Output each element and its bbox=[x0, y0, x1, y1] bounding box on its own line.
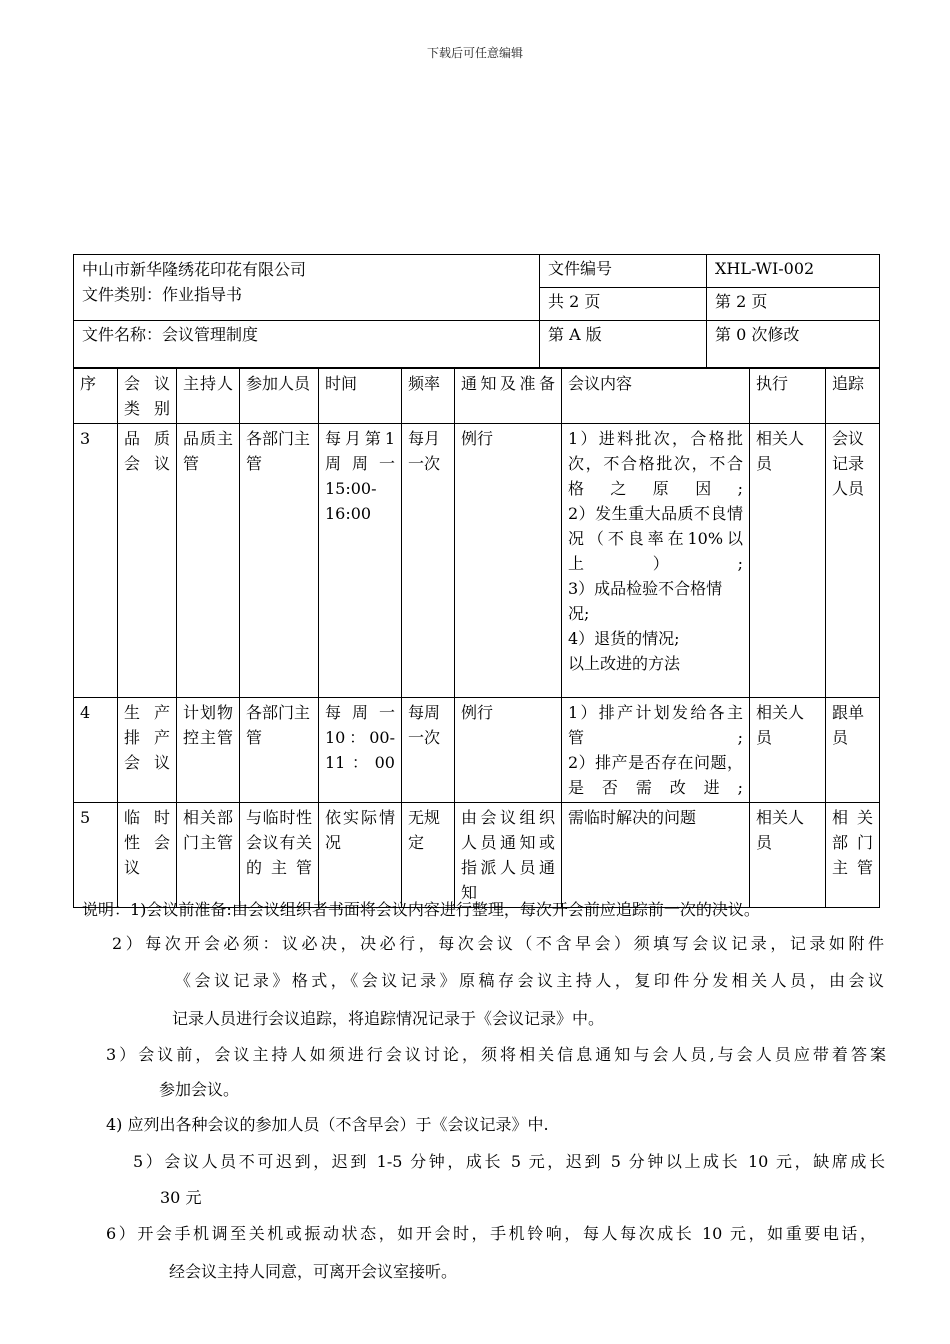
meeting-frequency: 每周一次 bbox=[402, 698, 455, 803]
note-2-line-1: 2）每次开会必须：议必决，决必行，每次会议（不含早会）须填写会议记录，记录如附件 bbox=[112, 934, 884, 953]
doc-name: 文件名称：会议管理制度 bbox=[74, 321, 540, 368]
column-header: 追踪 bbox=[826, 369, 880, 424]
note-3-line-1: 3）会议前，会议主持人如须进行会议讨论，须将相关信息通知与会人员,与会人员应带着答案 bbox=[106, 1045, 886, 1064]
meeting-type: 临时性会议 bbox=[118, 803, 177, 908]
column-header: 频率 bbox=[402, 369, 455, 424]
meeting-notice: 例行 bbox=[455, 424, 562, 698]
content-line: 需临时解决的问题 bbox=[568, 808, 697, 827]
meeting-type: 品质会议 bbox=[118, 424, 177, 698]
revision: 第 0 次修改 bbox=[707, 321, 880, 368]
meeting-executor: 相关人员 bbox=[750, 803, 826, 908]
meeting-content bbox=[562, 698, 750, 803]
column-header: 主持人 bbox=[177, 369, 240, 424]
meeting-tracker: 跟单员 bbox=[826, 698, 880, 803]
column-header: 时间 bbox=[319, 369, 402, 424]
meeting-tracker: 相关部门主管 bbox=[826, 803, 880, 908]
column-header: 参加人员 bbox=[240, 369, 319, 424]
column-header: 会议类别 bbox=[118, 369, 177, 424]
meeting-host: 相关部门主管 bbox=[177, 803, 240, 908]
meeting-attendees: 各部门主管 bbox=[240, 424, 319, 698]
content-line: 4）退货的情况; bbox=[568, 629, 680, 648]
document-header-table bbox=[73, 254, 880, 368]
note-2-line-3: 记录人员进行会议追踪，将追踪情况记录于《会议记录》中。 bbox=[172, 1009, 605, 1028]
meeting-attendees: 各部门主管 bbox=[240, 698, 319, 803]
note-4: 4) 应列出各种会议的参加人员（不含早会）于《会议记录》中. bbox=[106, 1115, 549, 1134]
meeting-schedule-table bbox=[73, 368, 880, 908]
column-header: 通知及准备 bbox=[455, 369, 562, 424]
meeting-notice: 例行 bbox=[455, 698, 562, 803]
column-header: 执行 bbox=[750, 369, 826, 424]
table-row bbox=[74, 424, 880, 698]
note-5-line-1: 5）会议人员不可迟到，迟到 1-5 分钟，成长 5 元，迟到 5 分钟以上成长 10 元，缺席成长 bbox=[133, 1152, 885, 1171]
content-line: 2）排产是否存在问题，是否需改进; bbox=[568, 753, 743, 797]
content-line: 3）成品检验不合格情况; bbox=[568, 579, 723, 623]
row-number: 3 bbox=[74, 424, 118, 698]
meeting-tracker: 会议记录人员 bbox=[826, 424, 880, 698]
row-number: 5 bbox=[74, 803, 118, 908]
meeting-executor: 相关人员 bbox=[750, 698, 826, 803]
meeting-time: 每月第1周周一15:00-16:00 bbox=[319, 424, 402, 698]
company-cell bbox=[74, 255, 540, 321]
version: 第 A 版 bbox=[540, 321, 707, 368]
content-line: 1）进料批次，合格批次，不合格批次，不合格之原因; bbox=[568, 429, 743, 498]
meeting-attendees: 与临时性会议有关的主管 bbox=[240, 803, 319, 908]
meeting-host: 计划物控主管 bbox=[177, 698, 240, 803]
table-row bbox=[74, 698, 880, 803]
doc-number-label: 文件编号 bbox=[540, 255, 707, 288]
meeting-notice: 由会议组织人员通知或指派人员通知 bbox=[455, 803, 562, 908]
column-header: 序 bbox=[74, 369, 118, 424]
meeting-executor: 相关人员 bbox=[750, 424, 826, 698]
table-header-row bbox=[74, 369, 880, 424]
doc-category: 文件类别：作业指导书 bbox=[82, 285, 243, 304]
meeting-frequency: 每月一次 bbox=[402, 424, 455, 698]
note-2-line-2: 《会议记录》格式，《会议记录》原稿存会议主持人，复印件分发相关人员，由会议 bbox=[175, 971, 884, 990]
note-6-line-2: 经会议主持人同意，可离开会议室接听。 bbox=[169, 1262, 458, 1281]
content-line: 1）排产计划发给各主管; bbox=[568, 703, 743, 747]
meeting-type: 生产排产会议 bbox=[118, 698, 177, 803]
column-header: 会议内容 bbox=[562, 369, 750, 424]
note-1: 说明：1)会议前准备:由会议组织者书面将会议内容进行整理，每次开会前应追踪前一次的决议。 bbox=[82, 900, 760, 919]
note-6-line-1: 6）开会手机调至关机或振动状态，如开会时，手机铃响，每人每次成长 10 元，如重要电话， bbox=[106, 1224, 876, 1243]
watermark-text: 下载后可任意编辑 bbox=[426, 46, 523, 60]
meeting-frequency: 无规定 bbox=[402, 803, 455, 908]
company-name: 中山市新华隆绣花印花有限公司 bbox=[82, 260, 307, 279]
meeting-time: 依实际情况 bbox=[319, 803, 402, 908]
content-line: 以上改进的方法 bbox=[568, 654, 681, 673]
table-row bbox=[74, 803, 880, 908]
note-5-line-2: 30 元 bbox=[160, 1188, 202, 1207]
doc-number-value: XHL-WI-002 bbox=[707, 255, 880, 288]
meeting-content bbox=[562, 424, 750, 698]
page-number: 第 2 页 bbox=[707, 288, 880, 321]
content-line: 2）发生重大品质不良情况（不良率在10%以上）; bbox=[568, 504, 743, 573]
meeting-time: 每周一10：00-11：00 bbox=[319, 698, 402, 803]
note-3-line-2: 参加会议。 bbox=[159, 1080, 240, 1099]
meeting-content bbox=[562, 803, 750, 908]
row-number: 4 bbox=[74, 698, 118, 803]
total-pages: 共 2 页 bbox=[540, 288, 707, 321]
meeting-host: 品质主管 bbox=[177, 424, 240, 698]
